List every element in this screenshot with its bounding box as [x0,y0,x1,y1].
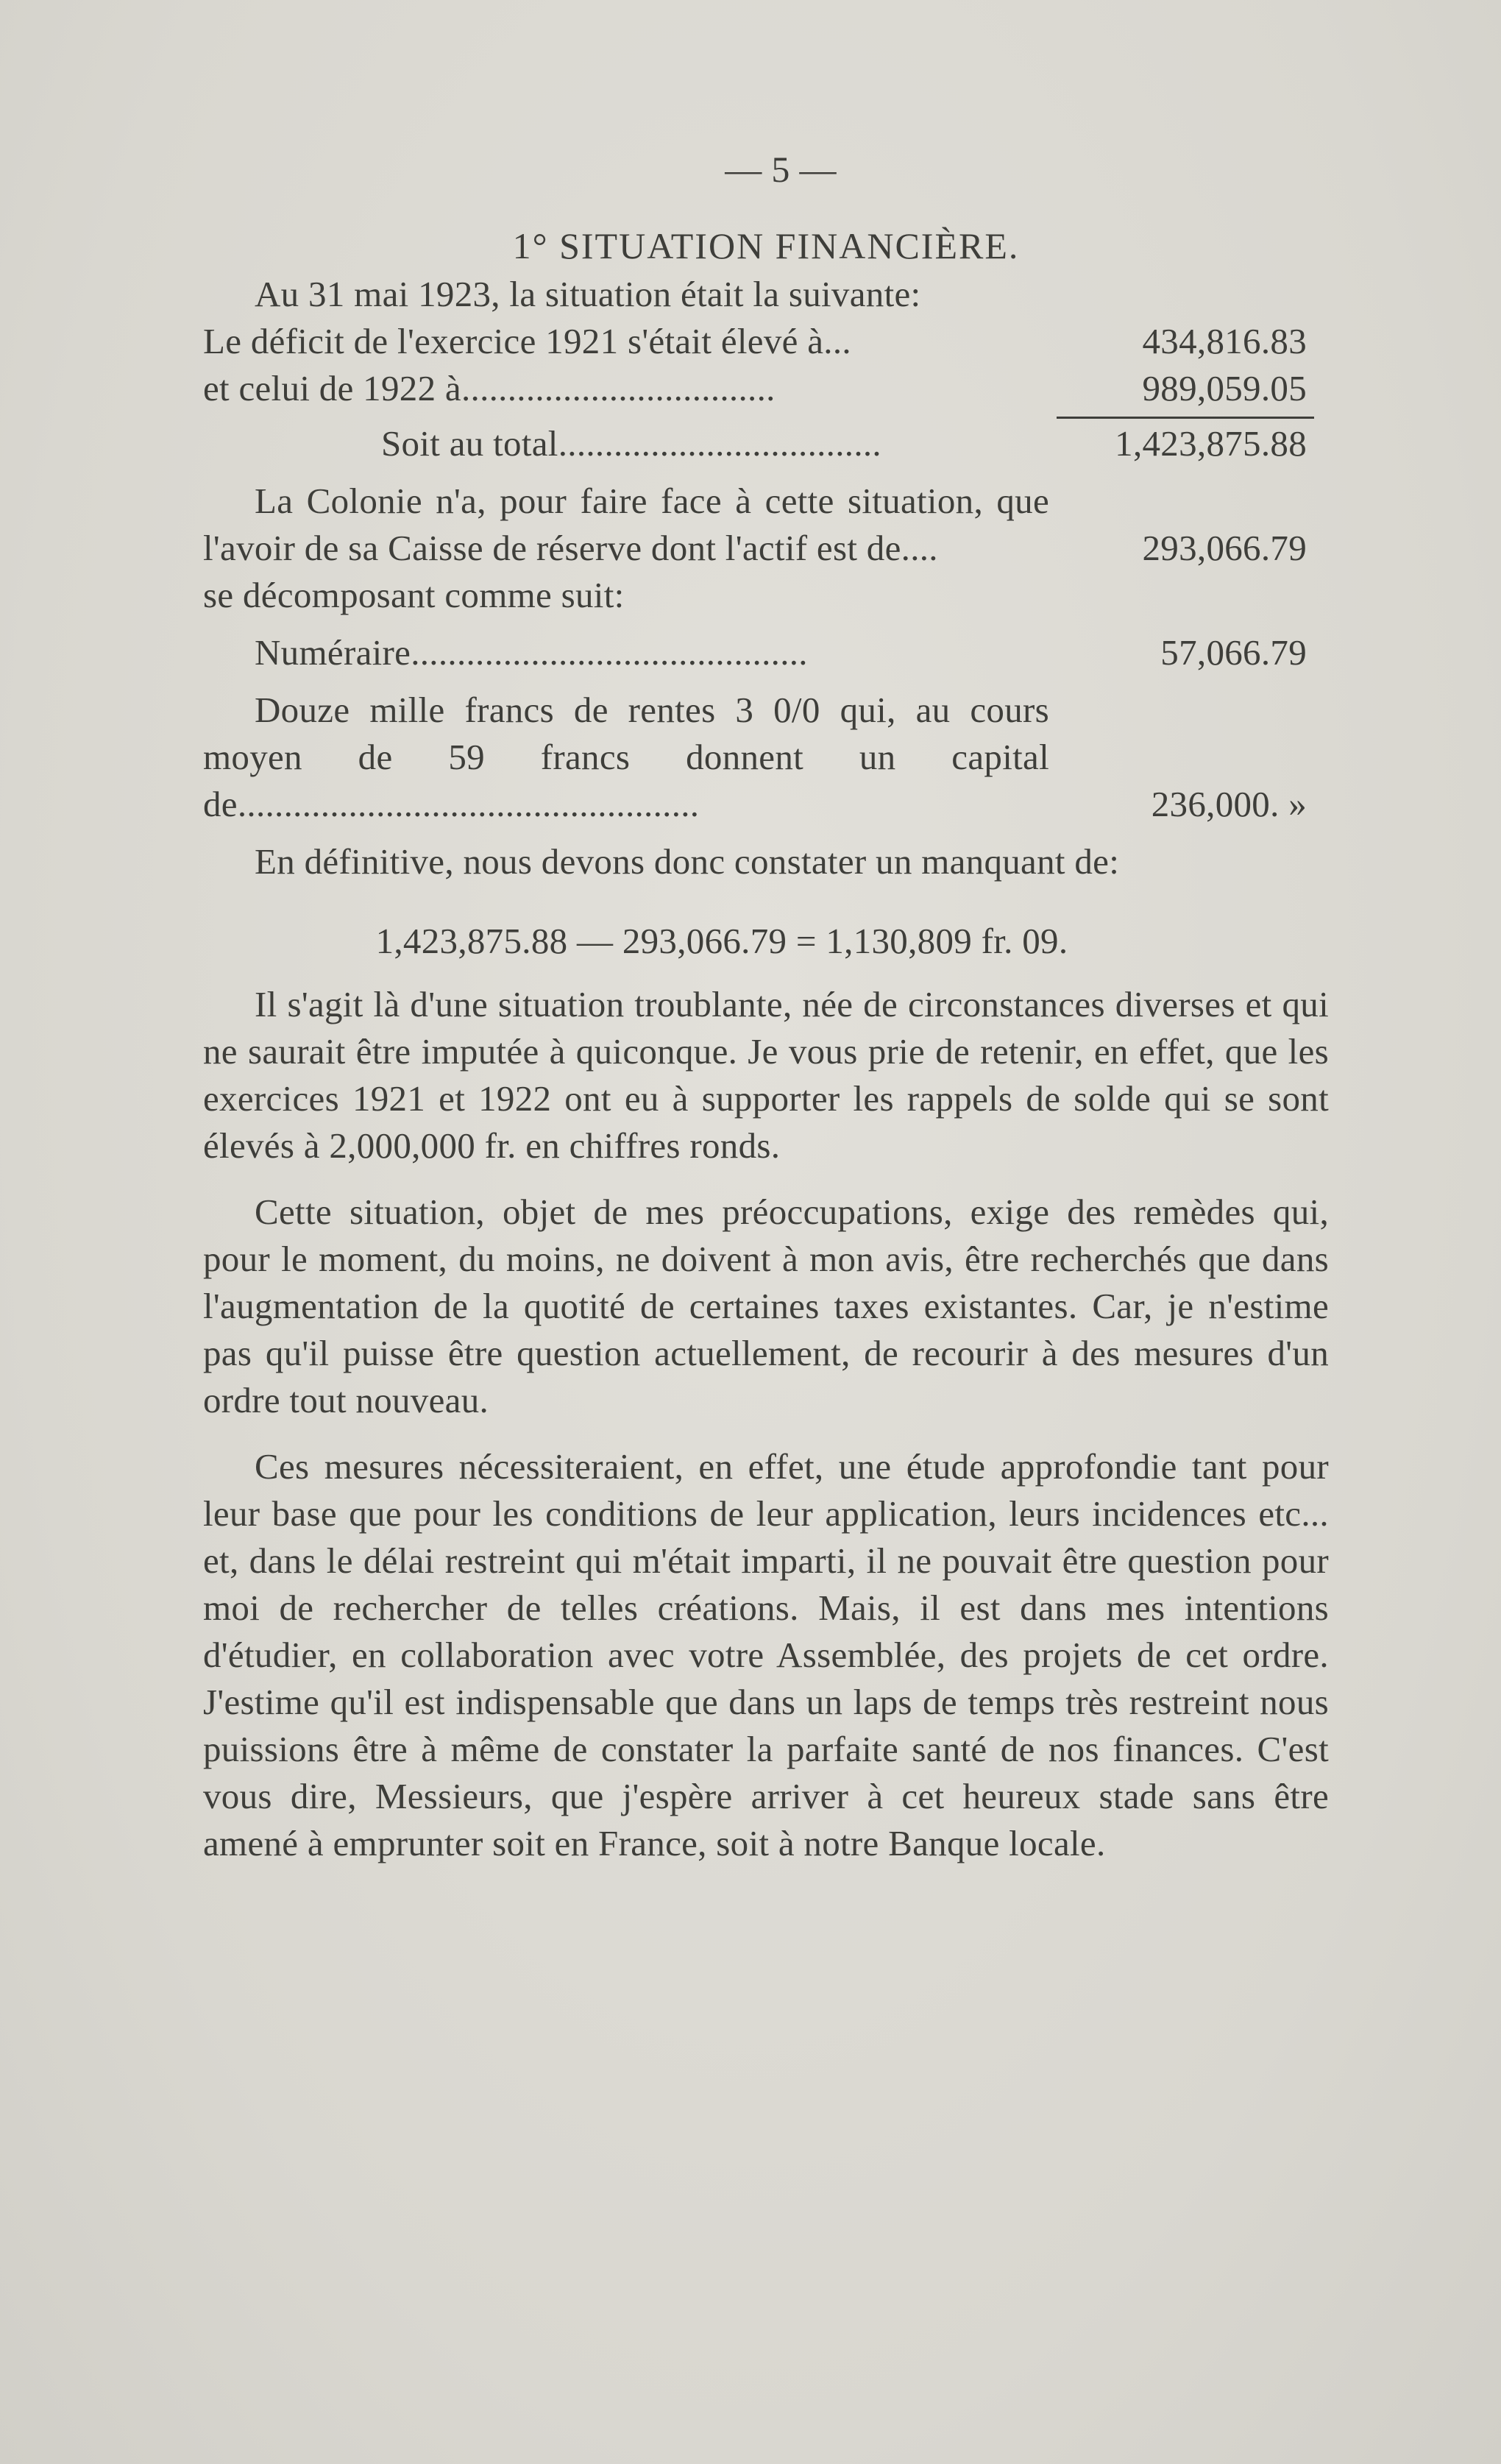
rentes-block [203,687,1329,828]
section-title: 1° SITUATION FINANCIÈRE. [512,225,1020,266]
paragraph: Cette situation, objet de mes préoccupations, exige des remèdes qui, pour le moment, du moins, ne doivent à mon avis, être recherchés que dans l'augmentation de la quotité de certaines taxes existantes. Car, je n'estime pas qu'il puisse être question actuellement, de recourir à des mesures d'un ordre tout nouveau. [203,1192,1329,1420]
paragraph: Il s'agit là d'une situation troublante, née de circonstances diverses et qui ne saurait être imputée à quiconque. Je vous prie de retenir, en effet, que les exercices 1921 et 1922 ont eu à supporter les rappels de solde qui se sont élevés à 2,000,000 fr. en chiffres ronds. [203,984,1329,1166]
reserve-block [203,478,1329,572]
reserve-amount: 293,066.79 [1142,528,1307,568]
ledger-label: et celui de 1922 à.................................. [203,368,776,408]
ledger-row-1921 [203,318,1329,365]
ledger-amount: 989,059.05 [1142,368,1307,408]
ledger-amount: 434,816.83 [1142,321,1307,361]
reserve-tail: se décomposant comme suit: [203,575,625,615]
paragraph: Ces mesures nécessiteraient, en effet, une étude approfondie tant pour leur base que pour les conditions de leur application, leurs incidences etc... et, dans le délai restreint qui m'était imparti, il ne pouvait être question pour moi de rechercher de telles créations. Mais, il est dans mes intentions d'étudier, en collaboration avec votre Assemblée, des projets de cet ordre. J'estime qu'il est indispensable que dans un laps de temps très restreint nous puissions être à même de constater la parfaite santé de nos finances. C'est vous dire, Messieurs, que j'espère arriver à cet heureux stade sans être amené à emprunter soit en France, soit à notre Banque locale. [203,1446,1329,1863]
ledger-row-1922 [203,365,1329,412]
page-content [203,140,1329,1867]
deficit-formula: 1,423,875.88 — 293,066.79 = 1,130,809 fr. 09. [375,921,1068,961]
total-amount: 1,423,875.88 [1115,423,1307,464]
numeraire-row [203,629,1329,676]
definitive-line: En définitive, nous devons donc constater un manquant de: [255,841,1120,882]
rentes-text: Douze mille francs de rentes 3 0/0 qui, au cours moyen de 59 francs donnent un capital de.................................................. [203,690,1049,824]
numeraire-amount: 57,066.79 [1160,632,1307,673]
intro-line: Au 31 mai 1923, la situation était la suivante: [255,274,921,314]
total-label: Soit au total................................... [381,423,881,464]
total-row [203,420,1329,467]
total-rule [1057,417,1314,419]
rentes-amount: 236,000. » [1151,784,1307,824]
numeraire-label: Numéraire........................................... [255,632,808,673]
ledger-label: Le déficit de l'exercice 1921 s'était élevé à... [203,321,851,361]
page-number: — 5 — [725,149,837,190]
reserve-text: La Colonie n'a, pour faire face à cette situation, que l'avoir de sa Caisse de réserve dont l'actif est de.... [203,481,1049,568]
